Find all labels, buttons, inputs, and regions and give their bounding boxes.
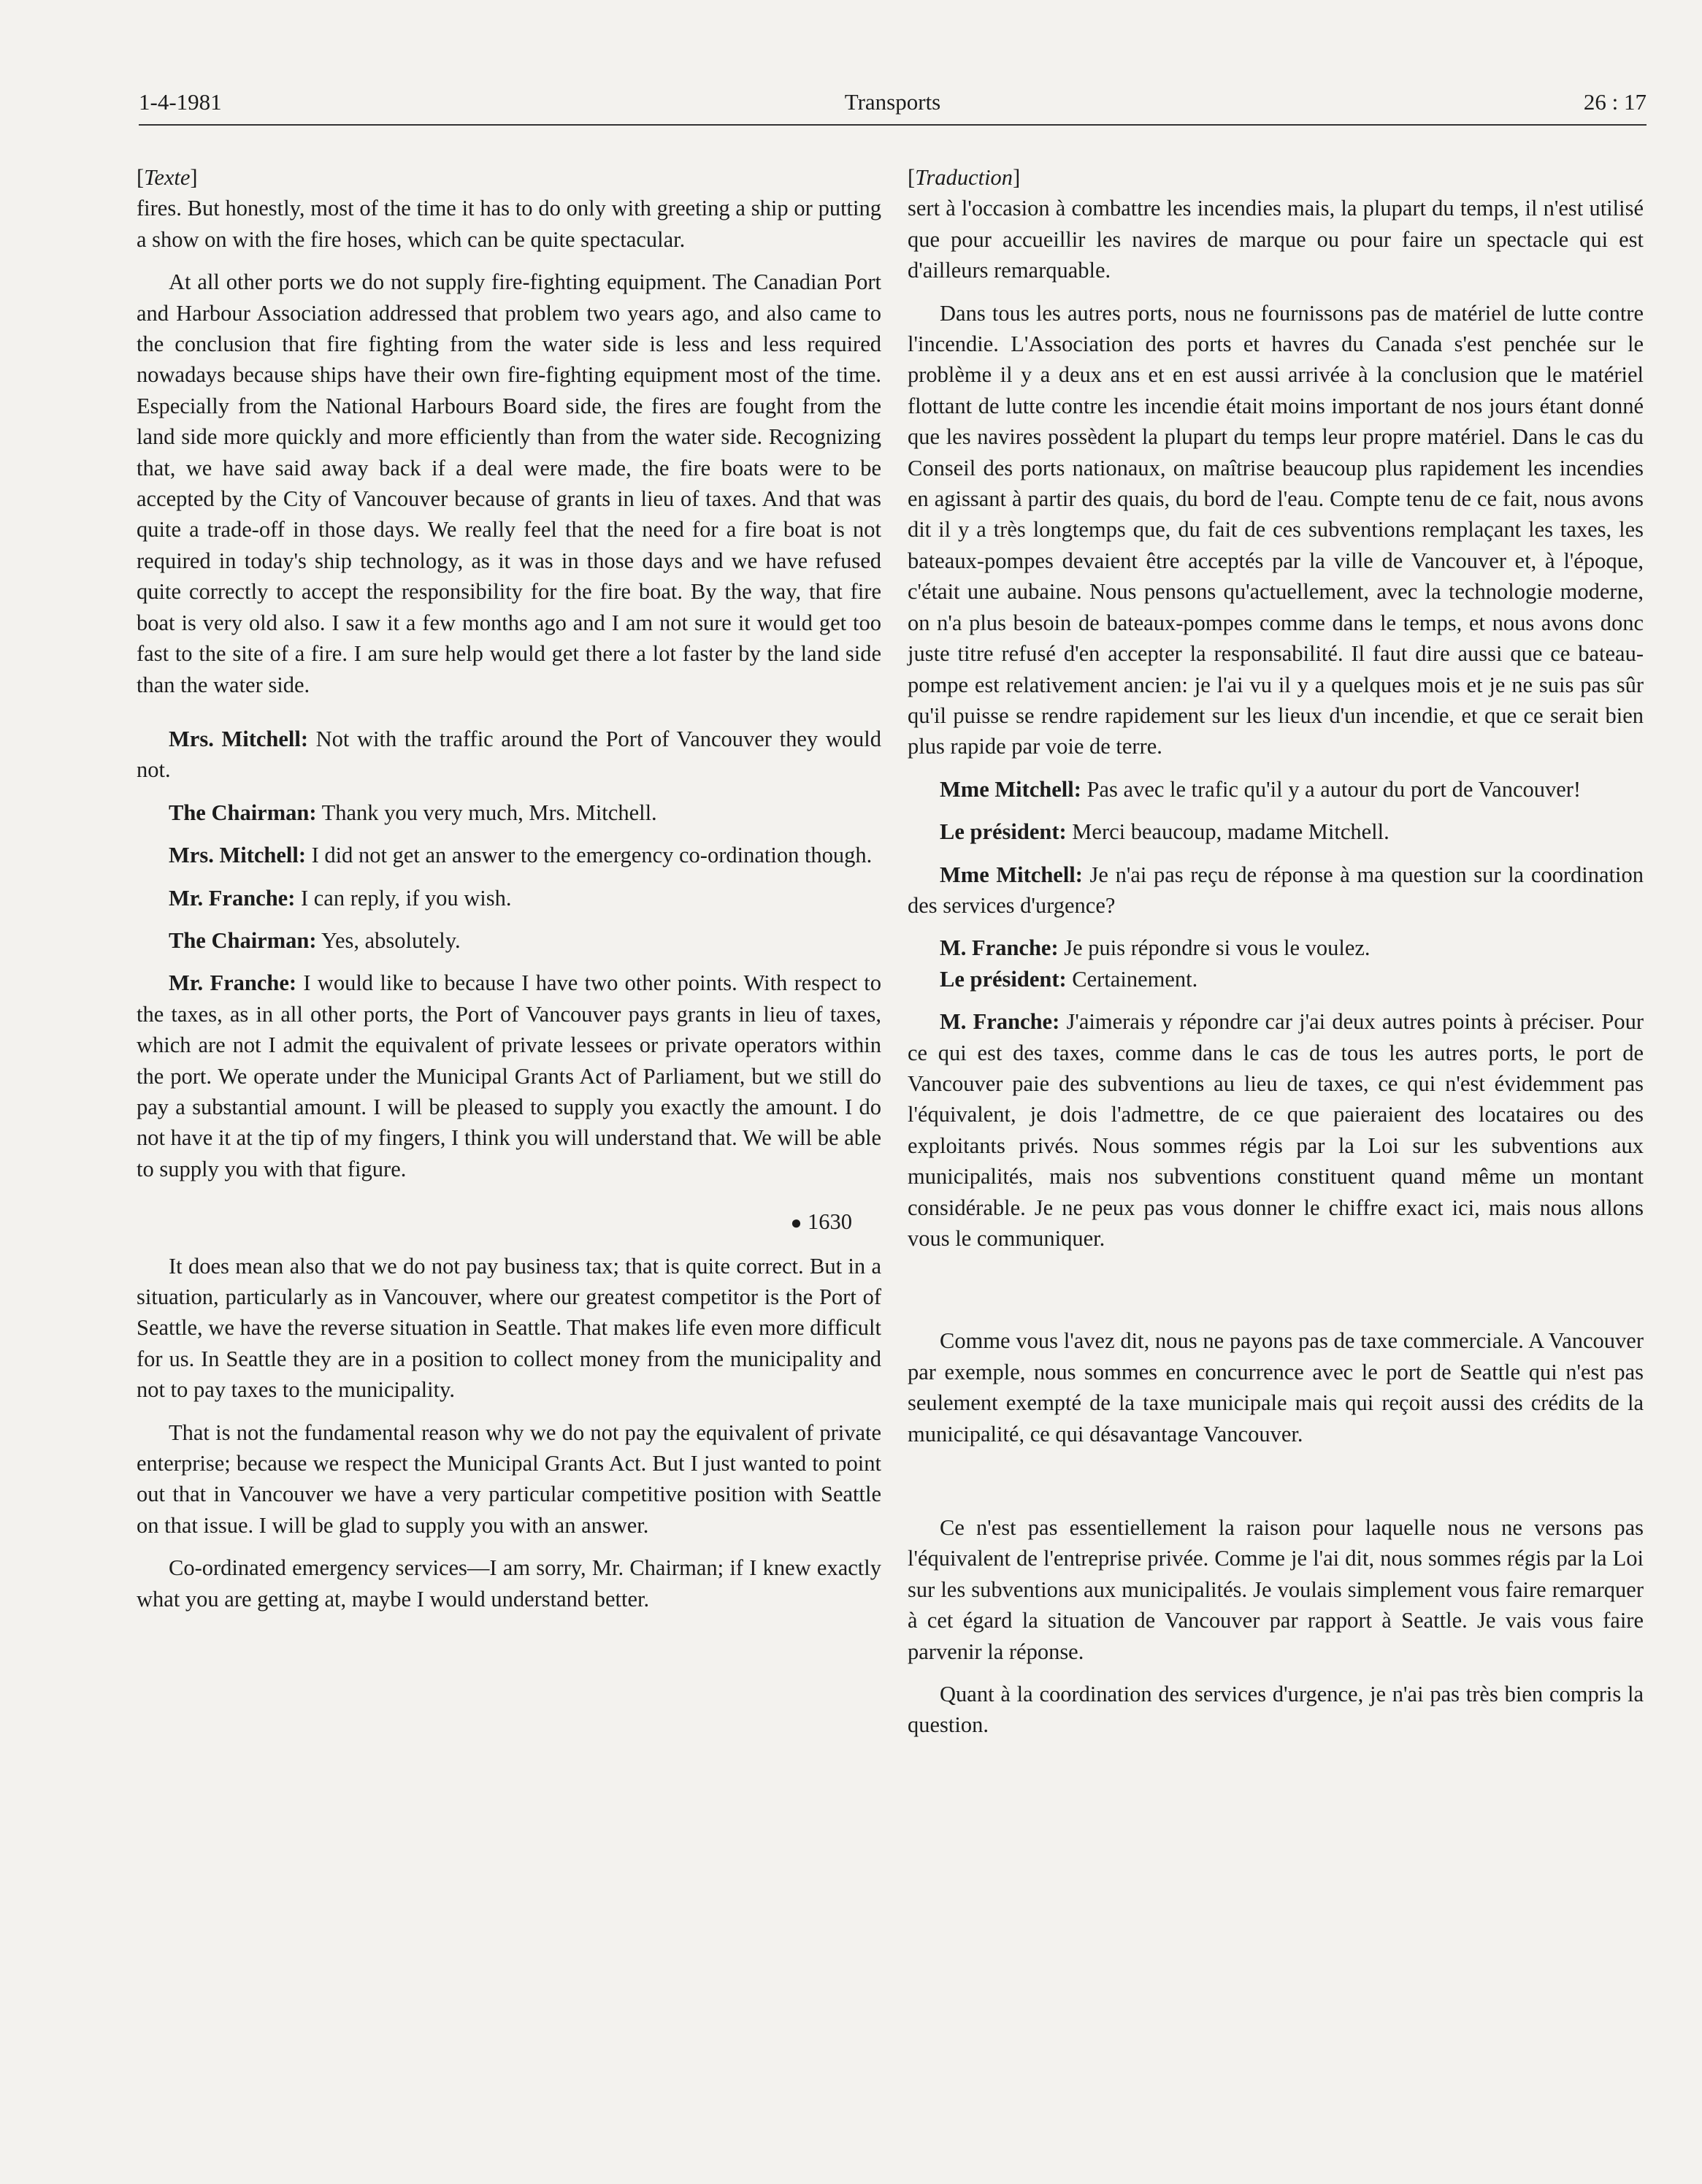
paragraph: fires. But honestly, most of the time it has to do only with greeting a ship or putting a show on with the fire hoses, which can be quite spectacular. xyxy=(137,196,881,252)
speaker-name: The Chairman: xyxy=(169,927,317,953)
speaker-name: Mme Mitchell: xyxy=(940,862,1083,887)
paragraph: sert à l'occasion à combattre les incendies mais, la plupart du temps, il n'est utilisé que pour accueillir les navires de marque ou pour faire un spectacle qui est d'ailleurs remarquable. xyxy=(908,196,1644,283)
header-date: 1-4-1981 xyxy=(139,89,222,115)
speaker-name: Mrs. Mitchell: xyxy=(169,843,307,868)
speech-paragraph: Le président: Certainement. xyxy=(940,966,1198,992)
column-label-traduction: [Traduction] xyxy=(908,165,1021,190)
speaker-name: Le président: xyxy=(940,819,1067,845)
speaker-name: Mr. Franche: xyxy=(169,970,297,996)
paragraph: Ce n'est pas essentiellement la raison pour laquelle nous ne versons pas l'équivalent de l'entreprise privée. Comme je l'ai dit, nous sommes régis par la Loi sur les subventions aux municipalités. Je voulais simplement vous faire remarquer à cet égard la situation de Vancouver par rapport à Seattle. Je vais vous faire parvenir la réponse. xyxy=(908,1515,1644,1664)
speaker-name: M. Franche: xyxy=(940,1009,1060,1035)
speech-paragraph: Mr. Franche: I would like to because I have two other points. With respect to the taxes, as in all other ports, the Port of Vancouver pays grants in lieu of taxes, which are not I admit the equivalent of private lessees or private operators within the port. We operate under the Municipal Grants Act of Parliament, but we still do pay a substantial amount. I will be pleased to supply you exactly the amount. I do not have it at the tip of my fingers, I think you will understand that. We will be able to supply you with that figure. xyxy=(137,970,881,1181)
column-label-texte: [Texte] xyxy=(137,165,198,190)
speech-paragraph: The Chairman: Thank you very much, Mrs. Mitchell. xyxy=(169,800,657,825)
paragraph: Comme vous l'avez dit, nous ne payons pas de taxe commerciale. A Vancouver par exemple, nous sommes en concurrence avec le port de Seattle qui n'est pas seulement exempté de la taxe municipale mais qui reçoit aussi des crédits de la municipalité, ce qui désavantage Vancouver. xyxy=(908,1328,1644,1447)
speech-paragraph: The Chairman: Yes, absolutely. xyxy=(169,927,461,953)
speaker-name: Le président: xyxy=(940,966,1067,992)
paragraph: Dans tous les autres ports, nous ne fournissons pas de matériel de lutte contre l'incendie. L'Association des ports et havres du Canada s'est penchée sur le problème il y a deux ans et en est aussi arrivée à la conclusion que le matériel flottant de lutte contre les incendie était moins important de nos jours étant donné que les navires possèdent la plupart du temps leur propre matériel. Dans le cas du Conseil des ports nationaux, on maîtrise beaucoup plus rapidement les incendies en agissant à partir des quais, du bord de l'eau. Compte tenu de ce fait, nous avons dit il y a très longtemps que, du fait de ces subventions remplaçant les taxes, les bateaux-pompes devaient être acceptés par la ville de Vancouver et, à l'époque, c'était une aubaine. Nous pensons qu'actuellement, avec la technologie moderne, on n'a plus besoin de bateaux-pompes comme dans le temps, et nous avons donc juste titre refusé d'en accepter la responsabilité. Il faut dire aussi que ce bateau-pompe est relativement ancien: je l'ai vu il y a quelques mois et je ne suis pas sûr qu'il puisse se rendre rapidement sur les lieux d'un incendie, et que ce serait bien plus rapide par voie de terre. xyxy=(908,300,1644,759)
speaker-name: Mrs. Mitchell: xyxy=(169,726,309,751)
paragraph: Co-ordinated emergency services—I am sorry, Mr. Chairman; if I knew exactly what you are getting at, maybe I would understand better. xyxy=(137,1555,881,1612)
speech-paragraph: Mme Mitchell: Je n'ai pas reçu de réponse à ma question sur la coordination des services d'urgence? xyxy=(908,862,1644,918)
speaker-name: Mr. Franche: xyxy=(169,885,296,911)
speech-paragraph: Mme Mitchell: Pas avec le trafic qu'il y a autour du port de Vancouver! xyxy=(940,776,1582,802)
speech-paragraph: Mrs. Mitchell: Not with the traffic around the Port of Vancouver they would not. xyxy=(137,726,881,783)
speech-paragraph: Le président: Merci beaucoup, madame Mitchell. xyxy=(940,819,1389,845)
speech-paragraph: Mrs. Mitchell: I did not get an answer to the emergency co-ordination though. xyxy=(169,843,873,868)
english-column xyxy=(137,162,881,1614)
paragraph: At all other ports we do not supply fire-fighting equipment. The Canadian Port and Harbour Association addressed that problem two years ago, and also came to the conclusion that fire fighting from the water side is less and less required nowadays because ships have their own fire-fighting equipment most of the time. Especially from the National Harbours Board side, the fires are fought from the land side more quickly and more efficiently than from the water side. Recognizing that, we have said away back if a deal were made, the fire boats were to be accepted by the City of Vancouver because of grants in lieu of taxes. And that was quite a trade-off in those days. We really feel that the need for a fire boat is not required in today's ship technology, as it was in those days and we have refused quite correctly to accept the responsibility for the fire boat. By the way, that fire boat is very old also. I saw it a few months ago and I am not sure it would get too fast to the site of a fire. I am sure help would get there a lot faster by the land side than the water side. xyxy=(137,269,881,697)
header-title: Transports xyxy=(844,89,941,115)
speaker-name: M. Franche: xyxy=(940,935,1059,961)
french-column xyxy=(908,162,1644,1741)
speaker-name: The Chairman: xyxy=(169,800,317,825)
paragraph: That is not the fundamental reason why we do not pay the equivalent of private enterprise; because we respect the Municipal Grants Act. But I just wanted to point out that in Vancouver we have a very particular competitive position with Seattle on that issue. I will be glad to supply you with an answer. xyxy=(137,1419,881,1538)
speech-paragraph: M. Franche: J'aimerais y répondre car j'ai deux autres points à préciser. Pour ce qui est des taxes, comme dans le cas de tous les autres ports, le port de Vancouver paie des subventions au lieu de taxes, ce qui n'est évidemment pas l'équivalent, je dois l'admettre, de ce que paieraient des locataires ou des exploitants privés. Nous sommes régis par la Loi sur les subventions aux municipalités, mais nos subventions constituent quand même un montant considérable. Je ne peux pas vous donner le chiffre exact ici, mais nous allons vous le communiquer. xyxy=(908,1009,1644,1251)
time-marker: ● 1630 xyxy=(790,1209,852,1235)
paragraph: Quant à la coordination des services d'urgence, je n'ai pas très bien compris la question. xyxy=(908,1682,1644,1738)
speech-paragraph: M. Franche: Je puis répondre si vous le voulez. xyxy=(940,935,1371,961)
header-page-number: 26 : 17 xyxy=(1583,89,1647,115)
paragraph: It does mean also that we do not pay business tax; that is quite correct. But in a situation, particularly as in Vancouver, where our greatest competitor is the Port of Seattle, we have the reverse situation in Seattle. That makes life even more difficult for us. In Seattle they are in a position to collect money from the municipality and not to pay taxes to the municipality. xyxy=(137,1253,881,1403)
speaker-name: Mme Mitchell: xyxy=(940,776,1081,802)
speech-paragraph: Mr. Franche: I can reply, if you wish. xyxy=(169,885,512,911)
page-header xyxy=(139,86,1647,126)
